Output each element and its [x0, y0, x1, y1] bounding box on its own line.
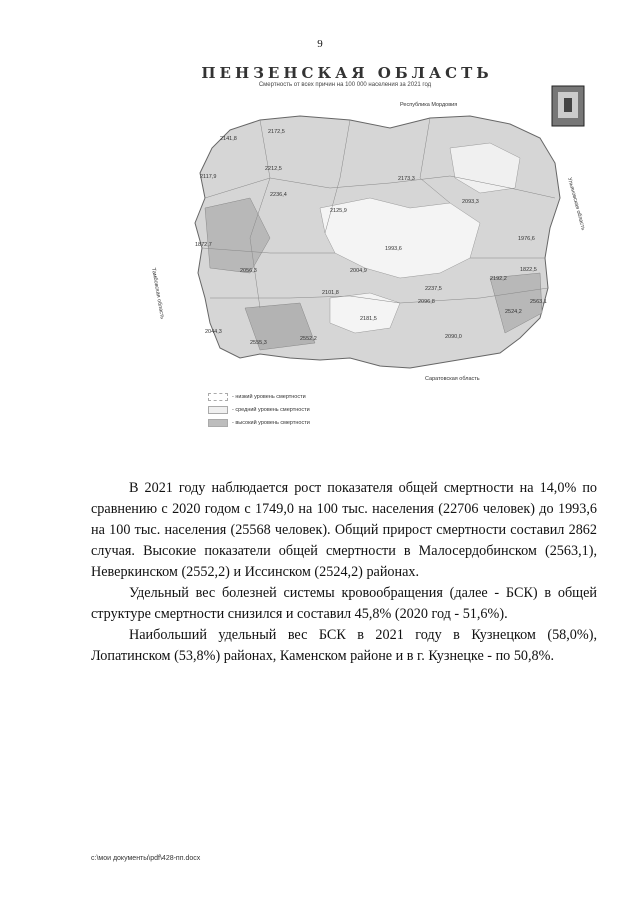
- map-title: ПЕНЗЕНСКАЯ ОБЛАСТЬ: [201, 64, 493, 82]
- map-legend: [208, 390, 310, 429]
- value-label: 2552,2: [300, 336, 317, 342]
- value-label: 1872,7: [195, 242, 212, 248]
- value-label: 2090,0: [445, 334, 462, 340]
- paragraph-bsk-districts: Наибольший удельный вес БСК в 2021 году в Кузнецком (58,0%), Лопатинском (53,8%) районах, Каменском районе и в г. Кузнецке - по 50,8%.: [91, 627, 597, 664]
- value-label: 2044,3: [205, 329, 222, 335]
- legend-label: - высокий уровень смертности: [232, 419, 310, 426]
- value-label: 2524,2: [505, 309, 522, 315]
- legend-item-mid: [208, 403, 310, 416]
- paragraph-mortality-growth: В 2021 году наблюдается рост показателя общей смертности на 14,0% по сравнению с 2020 годом с 1749,0 на 100 тыс. населения (22706 человек) до 1993,6 на 100 тыс. населения (25568 человек). Общий прирост смертности составил 2862 случая. Высокие показатели общей смертности в Малосердобинском (2563,1), Неверкинском (2552,2) и Иссинском (2524,2) районах.: [91, 480, 597, 580]
- map-subtitle: Смертность от всех причин на 100 000 населения за 2021 год: [258, 82, 432, 88]
- value-label: 2056,3: [240, 268, 257, 274]
- value-label: 2181,5: [360, 316, 377, 322]
- legend-item-high: [208, 416, 310, 429]
- value-label: 2141,8: [220, 136, 237, 142]
- value-label: 1993,6: [385, 246, 402, 252]
- value-label: 2236,4: [270, 192, 287, 198]
- legend-swatch: [208, 419, 228, 427]
- body-text: [91, 478, 597, 667]
- legend-label: - низкий уровень смертности: [232, 393, 306, 400]
- value-label: 2093,3: [462, 199, 479, 205]
- value-label: 2563,1: [530, 299, 547, 305]
- legend-label: - средний уровень смертности: [232, 406, 310, 413]
- value-label: 2192,2: [490, 276, 507, 282]
- value-label: 2173,3: [398, 176, 415, 182]
- value-label: 2125,9: [330, 208, 347, 214]
- value-label: 2004,9: [350, 268, 367, 274]
- legend-swatch: [208, 393, 228, 401]
- neighbor-north: Республика Мордовия: [400, 102, 458, 108]
- legend-item-low: [208, 390, 310, 403]
- neighbor-south: Саратовская область: [425, 376, 480, 382]
- page-number: 9: [317, 38, 323, 50]
- value-label: 2237,5: [425, 286, 442, 292]
- value-label: 2212,5: [265, 166, 282, 172]
- neighbor-west: Тамбовская область: [150, 267, 165, 320]
- legend-swatch: [208, 406, 228, 414]
- value-label: 2172,5: [268, 129, 285, 135]
- neighbor-east: Ульяновская область: [566, 176, 586, 232]
- region-map-graphic: [150, 58, 620, 428]
- mortality-map: [150, 58, 620, 428]
- value-label: 2101,8: [322, 290, 339, 296]
- footer-file-path: c:\мои документы\pdf\428-пп.docx: [91, 855, 201, 862]
- value-label: 2117,9: [200, 174, 217, 180]
- value-label: 2555,3: [250, 340, 267, 346]
- coat-of-arms-icon: [552, 86, 584, 126]
- value-label: 1822,5: [520, 267, 537, 273]
- paragraph-bsk-share: Удельный вес болезней системы кровообращения (далее - БСК) в общей структуре смертности снизился и составил 45,8% (2020 год - 51,6%).: [91, 585, 597, 622]
- value-label: 2096,8: [418, 299, 435, 305]
- value-label: 1976,6: [518, 236, 535, 242]
